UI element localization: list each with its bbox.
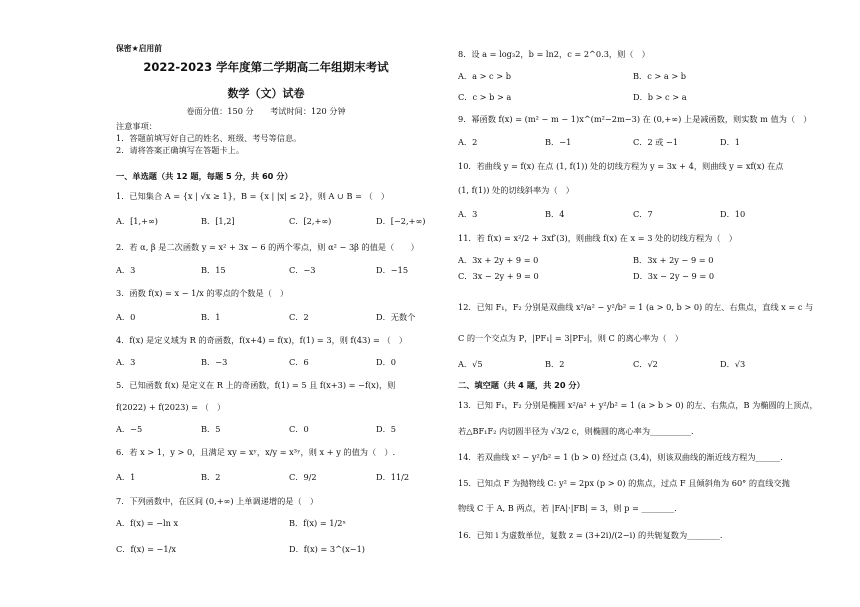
option-c: C．−3 — [289, 265, 316, 275]
option-d: D．[−2,+∞) — [376, 216, 426, 226]
question-stem: 2．若 α, β 是二次函数 y = x² + 3x − 6 的两个零点，则 α² − 3β 的值是（ ） — [116, 242, 419, 252]
option-c: C．√2 — [633, 359, 658, 369]
option-a: A．2 — [458, 137, 478, 147]
option-b: B．3x + 2y − 9 = 0 — [633, 255, 714, 265]
options-row — [116, 473, 416, 485]
question-stem: 9．幂函数 f(x) = (m² − m − 1)x^(m²−2m−3) 在 (0,+∞) 上是减函数，则实数 m 值为（ ） — [458, 114, 812, 124]
question-stem: 5．已知函数 f(x) 是定义在 R 上的奇函数，f(1) = 5 且 f(x+3) = −f(x)，则 — [116, 380, 396, 390]
options-row — [116, 425, 416, 437]
option-d: D．1 — [720, 137, 740, 147]
option-d: D．3x − 2y − 9 = 0 — [633, 271, 715, 281]
option-b: B．2 — [545, 359, 565, 369]
option-a: A．3 — [116, 265, 136, 275]
question-stem: 12．已知 F₁，F₂ 分别是双曲线 x²/a² − y²/b² = 1 (a > 0, b > 0) 的左、右焦点，直线 x = c 与 — [458, 302, 814, 312]
option-c: C．2 — [289, 312, 309, 322]
options-row — [458, 360, 798, 372]
exam-subtitle: 数学（文）试卷 — [227, 87, 305, 100]
option-c: C．[2,+∞) — [289, 216, 332, 226]
options-row — [116, 313, 416, 325]
option-d: D．11/2 — [376, 472, 410, 482]
option-c: C．7 — [633, 209, 653, 219]
option-a: A．f(x) = −ln x — [116, 518, 179, 528]
option-b: B．[1,2] — [201, 216, 235, 226]
question-stem: 1．已知集合 A = {x | √x ≥ 1}，B = {x | |x| ≤ 2}，则 A ∪ B = （ ） — [116, 191, 390, 201]
option-c: C．9/2 — [289, 472, 317, 482]
options-row — [458, 93, 798, 105]
option-b: B．2 — [201, 472, 221, 482]
options-row — [458, 256, 798, 268]
question-stem: 11．若 f(x) = x²/2 + 3xf′(3)，则曲线 f(x) 在 x = 3 处的切线方程为（ ） — [458, 233, 737, 243]
options-row — [116, 545, 416, 557]
question-stem: 4．f(x) 是定义域为 R 的奇函数，f(x+4) = f(x)，f(1) = 3，则 f(43) = （ ） — [116, 335, 408, 345]
fill-question: 13．已知 F₁，F₂ 分别是椭圆 x²/a² + y²/b² = 1 (a > b > 0) 的左、右焦点，B 为椭圆的上顶点， — [458, 400, 818, 410]
options-row — [116, 358, 416, 370]
option-b: B．15 — [201, 265, 226, 275]
option-d: D．无数个 — [376, 312, 416, 322]
options-row — [116, 216, 426, 229]
option-a: A．−5 — [116, 424, 143, 434]
option-a: A．3 — [458, 209, 478, 219]
option-d: D．5 — [376, 424, 396, 434]
section-heading-fill-in: 二、填空题（共 4 题，共 20 分） — [458, 380, 585, 390]
option-b: B．−3 — [201, 357, 228, 367]
option-c: C．3x − 2y + 9 = 0 — [458, 271, 539, 281]
question-stem-continued: (1, f(1)) 处的切线斜率为（ ） — [458, 185, 574, 195]
option-c: C．2 或 −1 — [633, 137, 679, 147]
option-c: C．6 — [289, 357, 309, 367]
option-a: A．√5 — [458, 359, 483, 369]
option-c: C．c > b > a — [458, 92, 512, 102]
exam-info: 卷面分值：150 分 考试时间：120 分钟 — [186, 106, 346, 116]
option-c: C．f(x) = −1/x — [116, 544, 176, 554]
question-stem-continued: C 的一个交点为 P，|PF₁| = 3|PF₂|，则 C 的离心率为（ ） — [458, 333, 683, 343]
option-d: D．f(x) = 3^(x−1) — [289, 544, 365, 554]
options-row — [458, 72, 798, 84]
options-row — [116, 266, 416, 278]
exam-title: 2022-2023 学年度第二学期高二年组期末考试 — [143, 60, 389, 74]
question-stem-continued: f(2022) + f(2023) = （ ） — [116, 402, 226, 412]
option-b: B．4 — [545, 209, 565, 219]
fill-question-continued: 物线 C 于 A, B 两点，若 |FA|·|FB| = 3，则 p = ________. — [458, 503, 677, 513]
option-a: A．1 — [116, 472, 136, 482]
notice-item: 1．答题前填写好自己的姓名、班级、考号等信息。 — [116, 133, 302, 143]
confidential-mark: 保密★启用前 — [116, 44, 162, 53]
option-d: D．b > c > a — [633, 92, 687, 102]
notice-item: 2．请将答案正确填写在答题卡上。 — [116, 145, 245, 155]
option-d: D．10 — [720, 209, 746, 219]
section-heading-single-choice: 一、单选题（共 12 题，每题 5 分，共 60 分） — [116, 171, 293, 181]
option-d: D．√3 — [720, 359, 746, 369]
notice-heading: 注意事项： — [116, 121, 157, 131]
option-b: B．1 — [201, 312, 221, 322]
fill-question: 14．若双曲线 x² − y²/b² = 1 (b > 0) 经过点 (3,4)，则该双曲线的渐近线方程为______. — [458, 452, 783, 462]
option-a: A．3x + 2y + 9 = 0 — [458, 255, 539, 265]
question-stem: 6．若 x > 1，y > 0，且满足 xy = xʸ，x/y = x³ʸ，则 x + y 的值为（ ）. — [116, 447, 396, 457]
question-stem: 7．下列函数中，在区间 (0,+∞) 上单调递增的是（ ） — [116, 496, 319, 506]
option-a: A．[1,+∞) — [116, 216, 158, 226]
option-a: A．a > c > b — [458, 71, 511, 81]
option-b: B．−1 — [545, 137, 572, 147]
question-stem: 8．设 a = log₃2，b = ln2，c = 2^0.3，则（ ） — [458, 49, 650, 59]
options-row — [458, 138, 798, 150]
option-b: B．c > a > b — [633, 71, 687, 81]
options-row — [458, 210, 798, 222]
option-c: C．0 — [289, 424, 309, 434]
question-stem: 10．若曲线 y = f(x) 在点 (1, f(1)) 处的切线方程为 y = 3x + 4，则曲线 y = xf(x) 在点 — [458, 161, 784, 171]
fill-question: 16．已知 i 为虚数单位，复数 z = (3+2i)/(2−i) 的共轭复数为________. — [458, 530, 723, 540]
option-d: D．−15 — [376, 265, 409, 275]
option-d: D．0 — [376, 357, 396, 367]
options-row — [458, 272, 798, 284]
fill-question: 15．已知点 F 为抛物线 C: y² = 2px (p > 0) 的焦点，过点 F 且倾斜角为 60° 的直线交抛 — [458, 478, 790, 488]
option-b: B．5 — [201, 424, 221, 434]
options-row — [116, 519, 416, 531]
fill-question-continued: 若△BF₁F₂ 内切圆半径为 √3/2 c，则椭圆的离心率为__________. — [458, 426, 694, 436]
option-a: A．0 — [116, 312, 136, 322]
question-stem: 3．函数 f(x) = x − 1/x 的零点的个数是（ ） — [116, 288, 289, 298]
option-b: B．f(x) = 1/2ˣ — [289, 518, 346, 528]
option-a: A．3 — [116, 357, 136, 367]
